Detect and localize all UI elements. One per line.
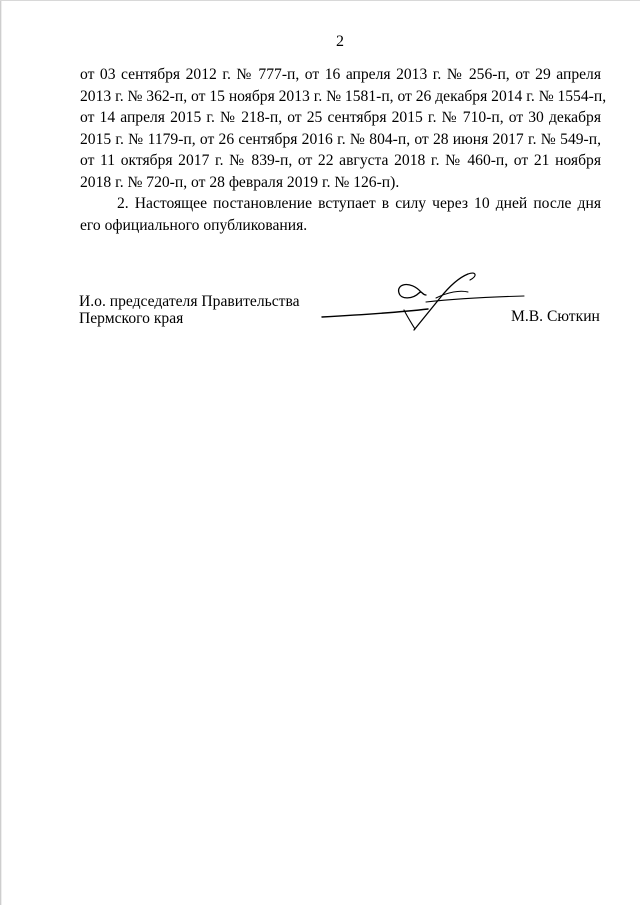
text-line: 2013 г. № 362-п, от 15 ноября 2013 г. № 1581-п, от 26 декабря 2014 г. № 1554-п, [80, 87, 607, 105]
body-text [80, 64, 607, 236]
text-line: от 11 октября 2017 г. № 839-п, от 22 августа 2018 г. № 460-п, от 21 ноября [80, 152, 601, 169]
signatory-title-line: Пермского края [79, 310, 184, 327]
scan-edge-top [0, 0, 640, 1]
signer-name: М.В. Сюткин [511, 308, 600, 325]
signatory-title [79, 293, 300, 327]
scan-edge-left [0, 0, 2, 905]
text-line: от 03 сентября 2012 г. № 777-п, от 16 апреля 2013 г. № 256-п, от 29 апреля [80, 66, 601, 83]
signatory-title-line: И.о. председателя Правительства [79, 293, 300, 310]
text-line: 2018 г. № 720-п, от 28 февраля 2019 г. № 126-п). [80, 173, 400, 191]
paragraph-2 [80, 193, 601, 236]
text-line: его официального опубликования. [80, 216, 308, 234]
text-line: 2. Настоящее постановление вступает в силу через 10 дней после дня [117, 195, 601, 212]
page-number: 2 [336, 33, 344, 50]
paragraph-1 [80, 64, 607, 193]
text-line: 2015 г. № 1179-п, от 26 сентября 2016 г. № 804-п, от 28 июня 2017 г. № 549-п, [80, 130, 601, 148]
text-line: от 14 апреля 2015 г. № 218-п, от 25 сентября 2015 г. № 710-п, от 30 декабря [80, 109, 601, 126]
handwritten-signature [318, 268, 528, 336]
